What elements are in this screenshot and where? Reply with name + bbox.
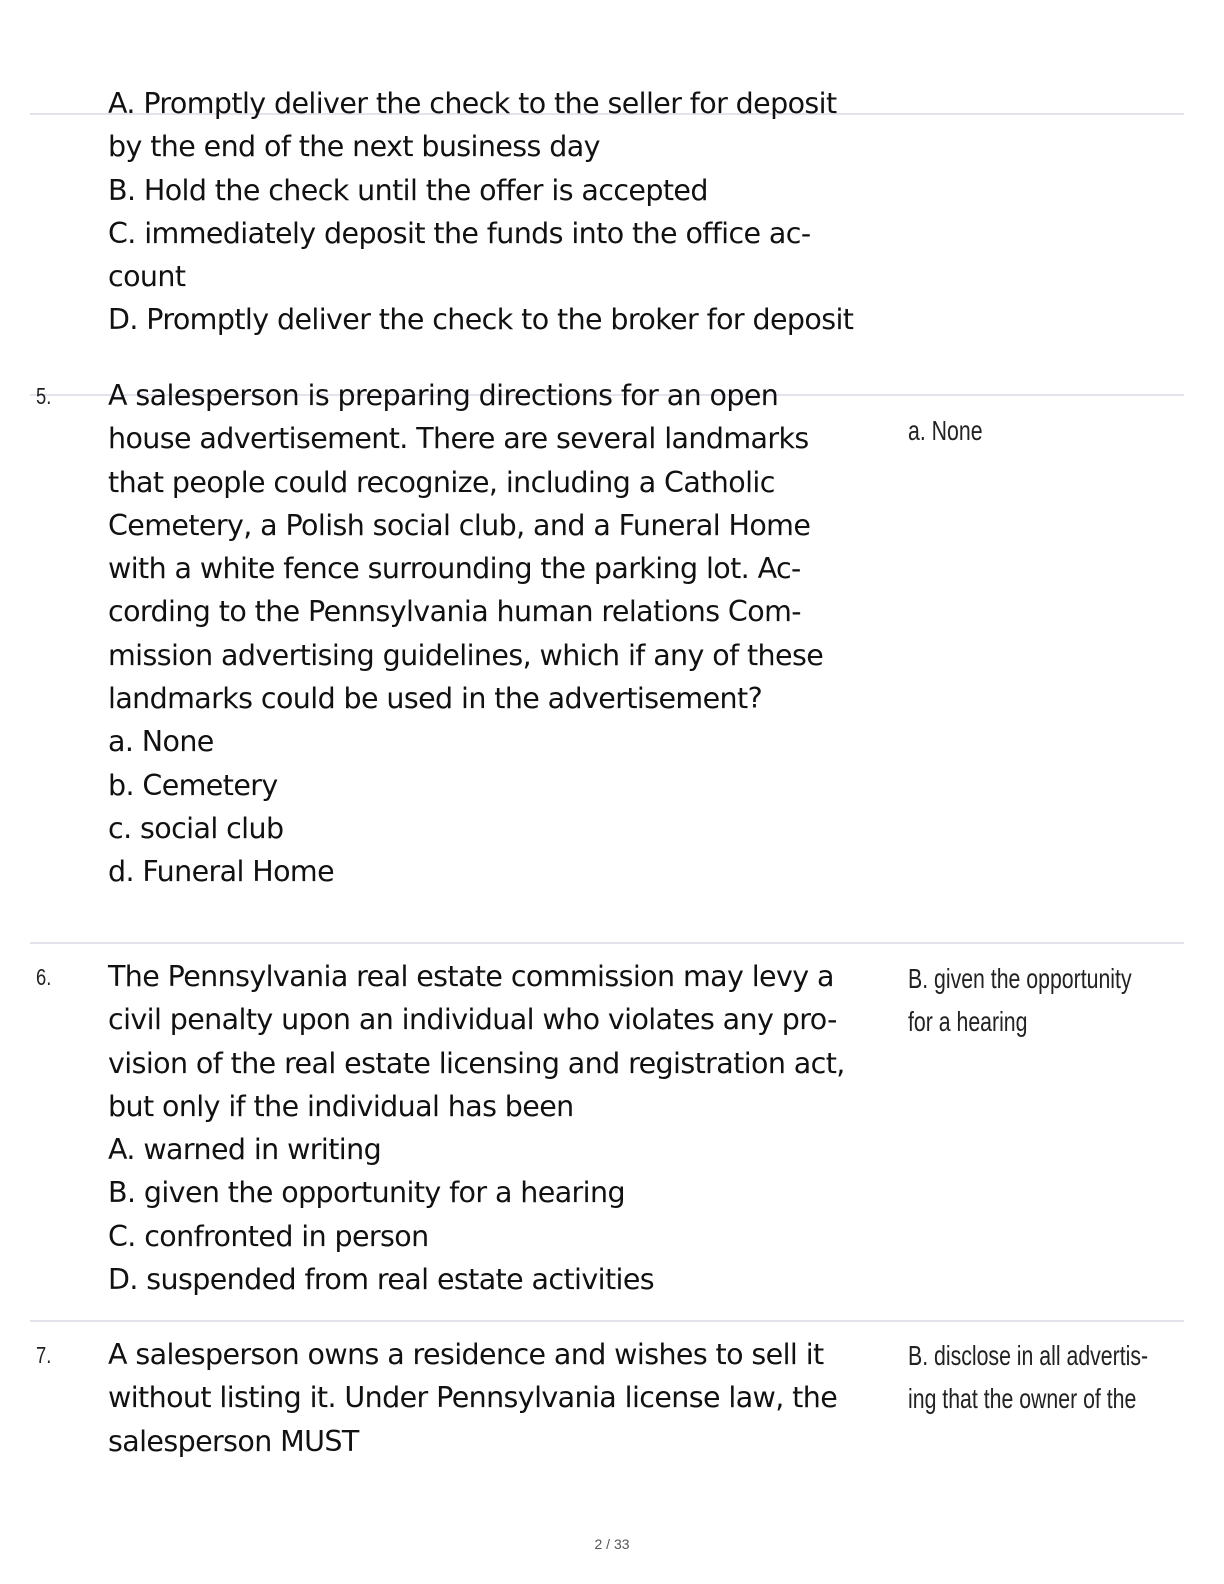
question-6-answer	[908, 957, 1132, 1044]
option-line: B. Hold the check until the offer is accepted	[108, 173, 708, 207]
option-line: b. Cemetery	[108, 768, 278, 802]
answer-line: a. None	[908, 415, 983, 446]
question-number: 5.	[36, 383, 52, 409]
question-line: cording to the Pennsylvania human relations Com-	[108, 595, 801, 629]
option-line: d. Funeral Home	[108, 855, 335, 889]
question-line: A salesperson is preparing directions for an open	[108, 379, 779, 412]
option-line: D. suspended from real estate activities	[108, 1263, 655, 1297]
option-line: D. Promptly deliver the check to the broker for deposit	[108, 303, 854, 337]
option-line: A. warned in writing	[108, 1133, 382, 1167]
question-line: house advertisement. There are several landmarks	[108, 422, 809, 456]
option-line: C. confronted in person	[108, 1219, 429, 1253]
answer-line: B. disclose in all advertis-	[908, 1340, 1149, 1371]
question-line: without listing it. Under Pennsylvania license law, the	[108, 1381, 838, 1415]
question-number: 7.	[36, 1342, 52, 1368]
question-line: that people could recognize, including a Catholic	[108, 465, 775, 499]
question-line: salesperson MUST	[108, 1424, 359, 1458]
question-5-text	[108, 374, 908, 894]
question-line: mission advertising guidelines, which if any of these	[108, 638, 824, 672]
row-divider	[30, 942, 1184, 944]
question-line: The Pennsylvania real estate commission may levy a	[108, 960, 834, 993]
page-indicator: 2 / 33	[594, 1536, 630, 1552]
question-4-options	[108, 82, 908, 342]
option-line: B. given the opportunity for a hearing	[108, 1176, 625, 1210]
question-7-answer	[908, 1334, 1149, 1421]
option-line: count	[108, 260, 186, 294]
question-line: Cemetery, a Polish social club, and a Funeral Home	[108, 508, 811, 542]
question-line: civil penalty upon an individual who violates any pro-	[108, 1003, 837, 1037]
option-line: A. Promptly deliver the check to the seller for deposit	[108, 87, 837, 120]
question-number: 6.	[36, 964, 52, 990]
question-line: vision of the real estate licensing and registration act,	[108, 1046, 845, 1080]
question-line: landmarks could be used in the advertisement?	[108, 682, 763, 716]
row-divider	[30, 1320, 1184, 1322]
answer-line: for a hearing	[908, 1006, 1028, 1038]
option-line: a. None	[108, 725, 214, 759]
question-line: with a white fence surrounding the parking lot. Ac-	[108, 552, 801, 586]
question-line: A salesperson owns a residence and wishes to sell it	[108, 1338, 824, 1371]
option-line: C. immediately deposit the funds into the office ac-	[108, 216, 811, 250]
question-5-answer	[908, 409, 1106, 452]
question-7-text	[108, 1333, 908, 1463]
question-line: but only if the individual has been	[108, 1089, 574, 1123]
answer-line: B. given the opportunity	[908, 963, 1132, 994]
question-6-text	[108, 955, 908, 1301]
option-line: c. social club	[108, 811, 284, 845]
option-line: by the end of the next business day	[108, 130, 600, 164]
answer-line: ing that the owner of the	[908, 1383, 1137, 1415]
